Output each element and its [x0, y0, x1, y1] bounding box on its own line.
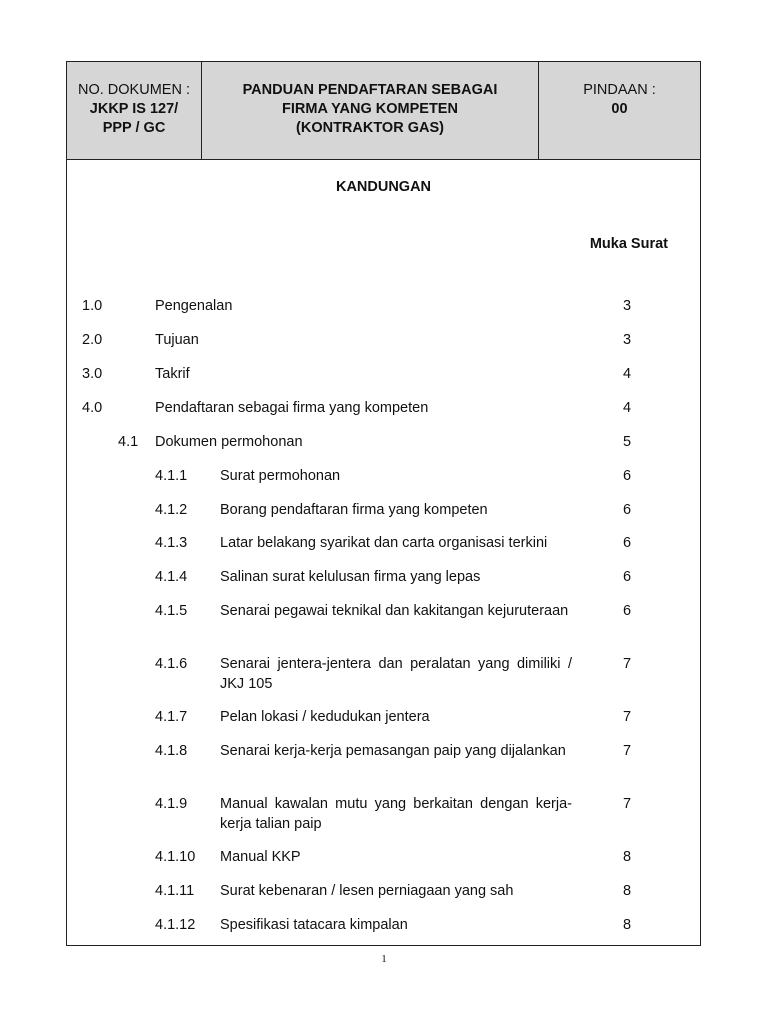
- toc-entry-page: 3: [622, 298, 632, 314]
- toc-entry-number: 4.1.3: [155, 535, 188, 551]
- toc-entry-number: 3.0: [82, 366, 103, 382]
- toc-entry-number: 4.1.11: [155, 883, 195, 899]
- document-frame: [66, 61, 701, 946]
- toc-entry-text: Latar belakang syarikat dan carta organisasi terkini: [220, 535, 548, 551]
- toc-entry-page: 6: [622, 535, 632, 551]
- toc-entry-text: Pendaftaran sebagai firma yang kompeten: [155, 400, 429, 416]
- toc-entry-page: 3: [622, 332, 632, 348]
- footer-page-number: 1: [381, 953, 387, 965]
- revision-label: PINDAAN :: [583, 82, 656, 98]
- toc-entry-page: 7: [622, 743, 632, 759]
- toc-entry-text: Takrif: [155, 366, 190, 382]
- toc-entry-page: 8: [622, 883, 632, 899]
- toc-entry-page: 7: [622, 796, 632, 812]
- toc-entry-number: 4.1.2: [155, 502, 188, 518]
- toc-entry-number: 1.0: [82, 298, 103, 314]
- toc-entry-text: Spesifikasi tatacara kimpalan: [220, 917, 408, 933]
- toc-entry-text: Dokumen permohonan: [155, 434, 303, 450]
- toc-entry-text: Manual KKP: [220, 849, 301, 865]
- toc-entry-number: 2.0: [82, 332, 103, 348]
- toc-entry-text: Senarai pegawai teknikal dan kakitangan kejuruteraan: [220, 603, 569, 619]
- toc-entry-page: 8: [622, 917, 632, 933]
- toc-entry-text: Tujuan: [155, 332, 199, 348]
- toc-entry-text: Salinan surat kelulusan firma yang lepas: [220, 569, 481, 585]
- toc-entry-text: Pengenalan: [155, 298, 233, 314]
- doc-title-cell: [202, 62, 539, 159]
- toc-entry-page: 4: [622, 366, 632, 382]
- doc-title-line1: PANDUAN PENDAFTARAN SEBAGAI: [242, 82, 498, 98]
- document-header: [67, 62, 700, 160]
- doc-title-line3: (KONTRAKTOR GAS): [296, 120, 444, 136]
- doc-number-line1: JKKP IS 127/: [89, 101, 179, 117]
- revision-value: 00: [611, 101, 628, 117]
- toc-entry-number: 4.1.12: [155, 917, 196, 933]
- page-column-label: Muka Surat: [589, 236, 668, 252]
- toc-entry-page: 6: [622, 502, 632, 518]
- doc-title-line2: FIRMA YANG KOMPETEN: [282, 101, 458, 117]
- toc-entry-page: 6: [622, 569, 632, 585]
- doc-number-cell: [67, 62, 202, 159]
- revision-cell: [539, 62, 700, 159]
- toc-entry-page: 6: [622, 603, 632, 619]
- doc-number-line2: PPP / GC: [102, 120, 166, 136]
- toc-entry-page: 7: [622, 656, 632, 672]
- toc-entry-number: 4.1.1: [155, 468, 188, 484]
- toc-entry-page: 5: [622, 434, 632, 450]
- doc-number-label: NO. DOKUMEN :: [78, 82, 190, 98]
- toc-entry-number: 4.1.10: [155, 849, 196, 865]
- toc-entry-page: 7: [622, 709, 632, 725]
- toc-entry-page: 4: [622, 400, 632, 416]
- toc-entry-number: 4.1.4: [155, 569, 188, 585]
- toc-entry-number: 4.1.5: [155, 603, 188, 619]
- toc-entry-page: 6: [622, 468, 632, 484]
- toc-entry-text: Pelan lokasi / kedudukan jentera: [220, 709, 430, 725]
- toc-entry-number: 4.0: [82, 400, 103, 416]
- toc-entry-text: Borang pendaftaran firma yang kompeten: [220, 502, 488, 518]
- toc-entry-number: 4.1.8: [155, 743, 188, 759]
- toc-entry-text: Surat kebenaran / lesen perniagaan yang sah: [220, 883, 514, 899]
- toc-entry-text: Manual kawalan mutu yang berkaitan dengan kerja-kerja talian paip: [220, 796, 572, 832]
- toc-entry-text: Surat permohonan: [220, 468, 341, 484]
- toc-entry-number: 4.1.9: [155, 796, 188, 812]
- toc-entry-page: 8: [622, 849, 632, 865]
- toc-entry-number: 4.1: [118, 434, 139, 450]
- toc-entry-number: 4.1.6: [155, 656, 188, 672]
- toc-entry-text: Senarai jentera-jentera dan peralatan yang dimiliki / JKJ 105: [220, 656, 572, 692]
- contents-title: KANDUNGAN: [335, 179, 432, 195]
- toc-entry-text: Senarai kerja-kerja pemasangan paip yang dijalankan: [220, 743, 566, 759]
- toc-entry-number: 4.1.7: [155, 709, 188, 725]
